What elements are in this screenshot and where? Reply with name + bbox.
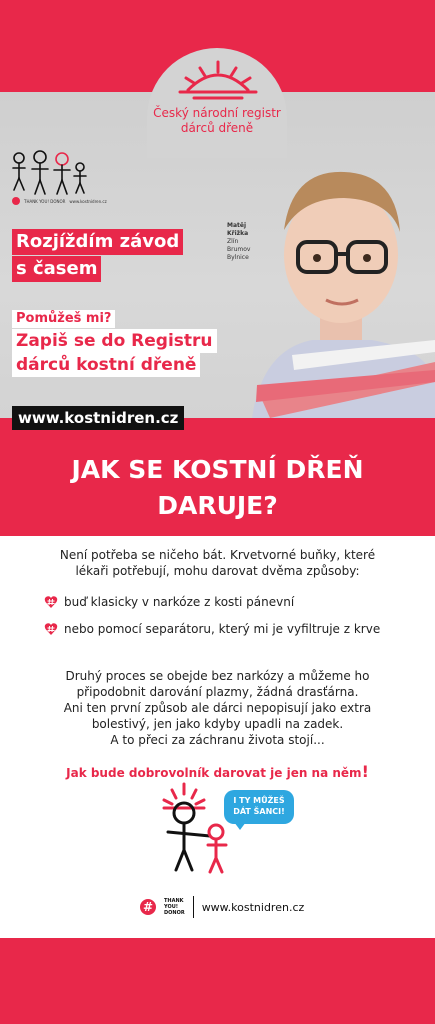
- footer-brand: [140, 896, 304, 918]
- paragraph-line5: A to přeci za záchranu života stojí...: [110, 733, 325, 747]
- speech-bubble-line2: DÁT ŠANCI!: [233, 807, 285, 816]
- caption-city1: Zlín: [227, 238, 239, 245]
- bullet-text-1: buď klasicky v narkóze z kosti pánevní: [64, 595, 295, 609]
- mini-brand-text: THANK YOU! DONOR: [24, 198, 66, 204]
- mini-brand: [12, 197, 107, 205]
- bullet-text-2: nebo pomocí separátoru, který mi je vyfiltruje z krve: [64, 622, 381, 636]
- hashtag-icon: #: [140, 899, 156, 915]
- thank-you-donor-logo: [164, 898, 185, 916]
- sun-logo-icon: [170, 56, 266, 102]
- divider: [193, 896, 194, 918]
- exclamation-icon: !: [361, 762, 369, 781]
- caption-city2: Brumov: [227, 246, 251, 253]
- hashtag-icon: [12, 197, 20, 205]
- footer-url[interactable]: www.kostnidren.cz: [201, 900, 305, 914]
- call-to-action: [0, 762, 435, 781]
- headline-line1: Rozjíždím závod: [12, 229, 183, 255]
- question-label: Pomůžeš mi?: [12, 310, 115, 328]
- paragraph-line2: připodobnit darování plazmy, žádná drasťárna.: [76, 685, 359, 699]
- heart-hashtag-icon: [44, 622, 58, 636]
- caption-first-name: Matěj: [227, 222, 247, 229]
- heart-hashtag-icon: [44, 595, 58, 609]
- website-link[interactable]: www.kostnidren.cz: [12, 406, 184, 430]
- call-to-action-text: Jak bude dobrovolník darovat je jen na něm: [66, 766, 362, 780]
- speech-bubble: [224, 790, 294, 824]
- list-item: [44, 622, 380, 636]
- intro-text: [40, 547, 395, 579]
- boy-portrait-image: [252, 150, 435, 418]
- headline-line2: s časem: [12, 256, 101, 282]
- ty-line2: YOU!: [164, 904, 179, 910]
- paragraph-line1: Druhý proces se obejde bez narkózy a můžeme ho: [65, 669, 370, 683]
- section-title-line2: DARUJE?: [157, 491, 278, 520]
- cta-line1: Zapiš se do Registru: [12, 329, 217, 353]
- caption-city3: Bylnice: [227, 254, 249, 261]
- paragraph-line3: Ani ten první způsob ale dárci nepopisují jako extra: [63, 701, 372, 715]
- bottom-red-band: [0, 938, 435, 1024]
- caption-last-name: Křižka: [227, 230, 249, 237]
- explanation-paragraph: [40, 668, 395, 748]
- cta-line2: dárců kostní dřeně: [12, 353, 200, 377]
- ty-line3: DONOR: [164, 910, 185, 916]
- intro-line2: lékaři potřebují, mohu darovat dvěma způsoby:: [75, 564, 360, 578]
- intro-line1: Není potřeba se ničeho bát. Krvetvorné buňky, které: [59, 548, 376, 562]
- section-title: [0, 452, 435, 524]
- registry-name-line1: Český národní registr: [153, 106, 281, 120]
- ty-line1: THANK: [164, 898, 184, 904]
- portrait-caption: [227, 222, 250, 262]
- registry-name: [130, 106, 304, 136]
- list-item: [44, 595, 294, 609]
- section-title-line1: JAK SE KOSTNÍ DŘEŇ: [71, 455, 364, 484]
- registry-name-line2: dárců dřeně: [180, 121, 254, 135]
- stick-family-icon: [10, 150, 92, 196]
- mini-brand-url: www.kostnidren.cz: [69, 198, 107, 204]
- paragraph-line4: bolestivý, jen jako kdyby upadli na zadek.: [91, 717, 344, 731]
- speech-bubble-line1: I TY MŮŽEŠ: [233, 796, 285, 805]
